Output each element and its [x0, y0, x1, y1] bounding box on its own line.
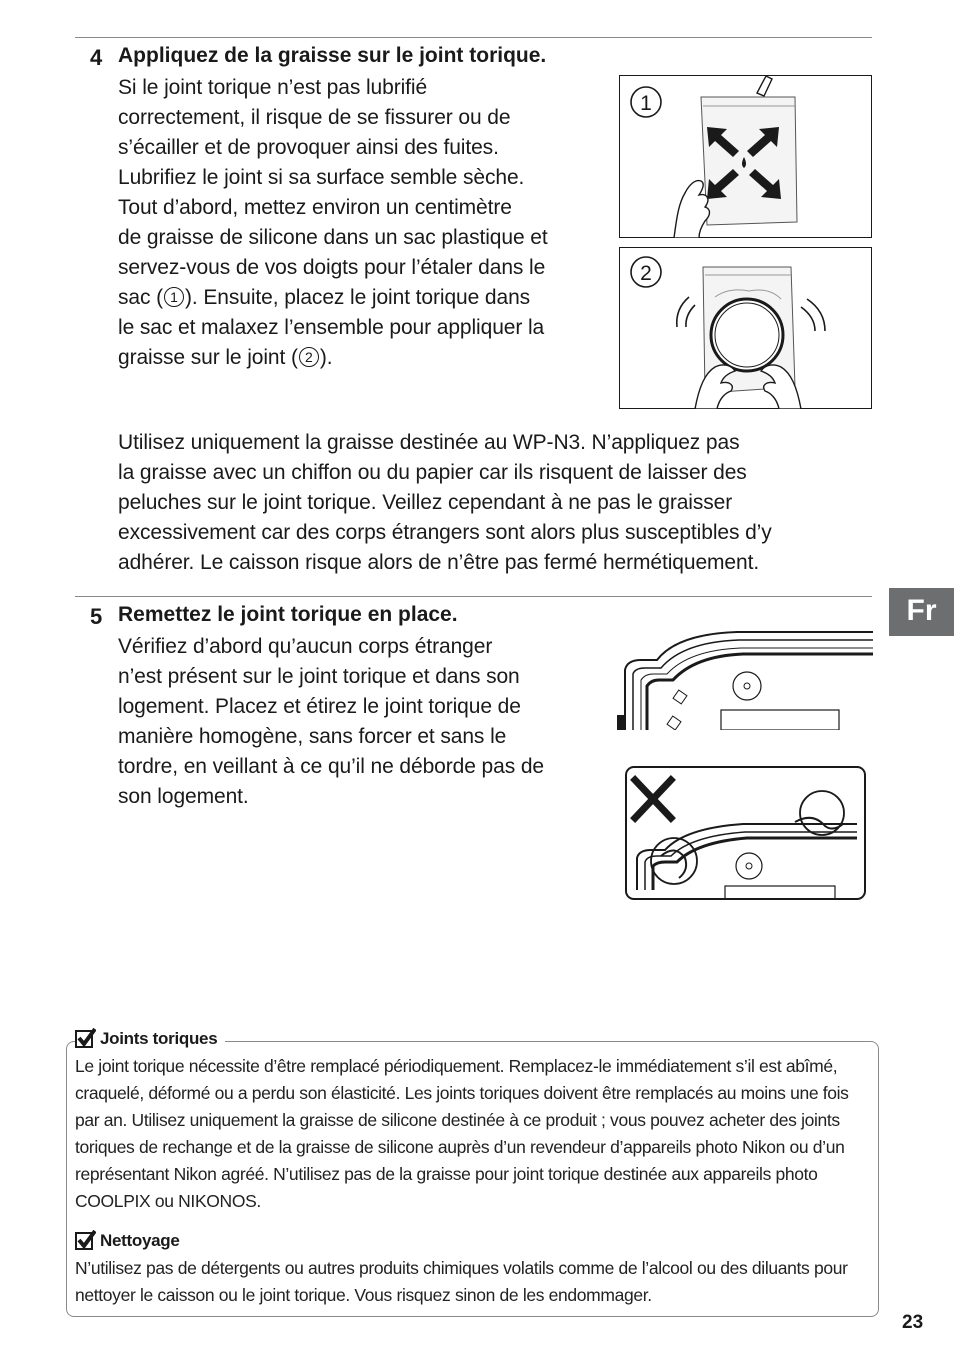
section-rule — [75, 596, 872, 597]
circled-marker: 1 — [164, 287, 184, 307]
page-number: 23 — [902, 1312, 924, 1333]
figure-knead-oring — [619, 247, 872, 409]
figure-housing-incorrect — [625, 766, 866, 900]
figure-grease-bag — [619, 75, 872, 238]
step-number: 4 — [90, 45, 103, 70]
note-heading: Nettoyage — [75, 1230, 188, 1252]
figure-marker: 2 — [640, 262, 652, 285]
step-body-text: Si le joint torique n’est pas lubrifié correctement, il risque de se fissurer ou de s’écailler et de provoquer ainsi des fuites. Lubrifiez le joint si sa surface semble sèche. Tout d’abord, mettez environ un centimètre de graisse de silicone dans un sac plastique et servez-vous de vos doigts pour l’étaler dans le sac ( 1 ). Ensuite, placez le joint torique dans le sac et malaxez l’ensemble pour appliquer la graisse sur le joint ( 2 ). — [118, 76, 548, 369]
section-rule-top — [75, 37, 872, 38]
checkmark-icon — [75, 1028, 96, 1048]
step-number: 5 — [90, 604, 103, 629]
note-text: Le joint torique nécessite d’être remplacé périodiquement. Remplacez-le immédiatement s’il est abîmé, craquelé, déformé ou a perdu son élasticité. Les joints toriques doivent être remplacés au moins une fois par an. Utilisez uniquement la graisse de silicone destinée à ce produit ; vous pouvez acheter des joints toriques de rechange et de la graisse de silicone auprès d’un revendeur d’appareils photo Nikon ou d’un représentant Nikon agréé. N’utilisez pas de la graisse pour joint torique destinée aux appareils photo COOLPIX ou NIKONOS. — [75, 1056, 849, 1211]
figure-housing-correct — [617, 630, 873, 730]
language-tab: Fr — [889, 588, 954, 636]
figure-marker: 1 — [640, 92, 652, 115]
step-body-text: Vérifiez d’abord qu’aucun corps étranger n’est présent sur le joint torique et dans son logement. Placez et étirez le joint torique de manière homogène, sans forcer et sans le tordre, en veillant à ce qu’il ne déborde pas de son logement. — [118, 635, 544, 808]
note-heading: Joints toriques — [75, 1028, 225, 1050]
step-title: Appliquez de la graisse sur le joint torique. — [118, 44, 547, 67]
step-title: Remettez le joint torique en place. — [118, 603, 458, 626]
circled-marker: 2 — [299, 347, 319, 367]
grease-warning-paragraph: Utilisez uniquement la graisse destinée au WP-N3. N’appliquez pas la graisse avec un chiffon ou du papier car ils risquent de laisser des peluches sur le joint torique. Veillez cependant à ne pas le graisser excessivement car des corps étrangers sont alors plus susceptibles d’y adhérer. Le caisson risque alors de n’être pas fermé hermétiquement. — [118, 431, 772, 574]
checkmark-icon — [75, 1230, 96, 1250]
oring-icon — [711, 299, 783, 371]
note-text: N’utilisez pas de détergents ou autres produits chimiques volatils comme de l’alcool ou des diluants pour nettoyer le caisson ou le joint torique. Vous risquez sinon de les endommager. — [75, 1258, 848, 1305]
